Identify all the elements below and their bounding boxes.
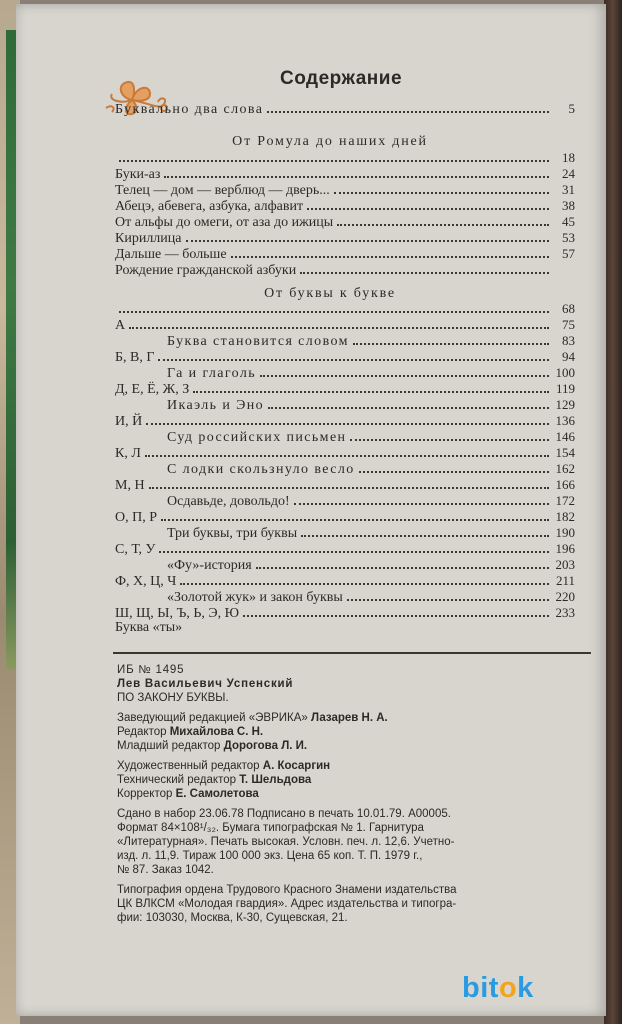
toc-entry-page: 182 [555, 509, 575, 524]
page-title: Содержание [279, 68, 403, 89]
toc-entry-page: 53 [562, 230, 575, 245]
imprint-staff-row [117, 759, 587, 773]
staff-name: Е. Самолетова [175, 788, 259, 800]
leader-dots [350, 428, 549, 441]
toc-entry-page: 68 [562, 301, 575, 316]
leader-dots [161, 508, 549, 521]
toc-entry [115, 476, 575, 492]
watermark-part: bit [462, 972, 499, 1004]
toc-entry-page: 119 [555, 381, 575, 396]
imprint-spec-line: № 87. Заказ 1042. [117, 864, 214, 876]
toc-entry-page: 136 [555, 413, 575, 428]
toc-entry-page: 75 [562, 317, 575, 332]
watermark-part: k [517, 972, 534, 1004]
toc-entry [115, 316, 575, 332]
toc-entry-text: Икаэль и Эно [167, 398, 265, 413]
leader-dots [146, 412, 549, 425]
divider-rule [113, 652, 591, 654]
toc-entry-page: 233 [555, 605, 575, 620]
book-cover-edge [6, 30, 16, 670]
toc-entry-page: 24 [562, 166, 575, 181]
leader-dots [334, 181, 549, 194]
toc-entry-page: 100 [555, 365, 575, 380]
staff-role: Заведующий редакцией «ЭВРИКА» [117, 712, 308, 724]
leader-dots [267, 100, 549, 113]
leader-dots [119, 149, 549, 162]
toc-entry-page: 190 [555, 525, 575, 540]
leader-dots [149, 476, 549, 489]
leader-dots [260, 364, 549, 377]
toc-entry [115, 492, 575, 508]
toc-entry [115, 556, 575, 572]
toc-entry [115, 261, 575, 277]
leader-dots [294, 492, 549, 505]
toc-entry [115, 213, 575, 229]
toc-entry-text: Б, В, Г [115, 350, 155, 365]
toc-entry [115, 348, 575, 364]
imprint-staff-row [117, 739, 587, 753]
toc-entry-page: 129 [555, 397, 575, 412]
imprint-printer-line: ЦК ВЛКСМ «Молодая гвардия». Адрес издательства и типогра- [117, 898, 457, 910]
leader-dots [243, 604, 549, 617]
toc-entry-page: 94 [562, 349, 575, 364]
toc-entry [115, 181, 575, 197]
toc-entry-page: 220 [555, 589, 575, 604]
toc-entry-page: 154 [555, 445, 575, 460]
toc-intro [115, 100, 575, 116]
toc-entry-page: 45 [562, 214, 575, 229]
toc-entry [115, 460, 575, 476]
leader-dots [359, 460, 549, 473]
toc-entry-text: Ф, Х, Ц, Ч [115, 574, 177, 589]
toc-entry-text: А [115, 318, 126, 333]
toc-entry [115, 540, 575, 556]
toc-entry-page: 31 [562, 182, 575, 197]
toc-entry [115, 197, 575, 213]
staff-role: Технический редактор [117, 774, 236, 786]
toc-entry-text: Га и глаголь [167, 366, 257, 381]
leader-dots [353, 332, 549, 345]
toc-entry-text: М, Н [115, 478, 145, 493]
leader-dots [300, 261, 549, 274]
toc-entry-text: «Фу»-история [167, 558, 252, 573]
section-heading-2: От буквы к букве [264, 286, 396, 301]
toc-entry-page: 196 [555, 541, 575, 556]
imprint-printer-line: фии: 103030, Москва, К-30, Сущевская, 21. [117, 912, 348, 924]
leader-dots [180, 572, 549, 585]
toc-entry [115, 149, 575, 165]
imprint-book-title: ПО ЗАКОНУ БУКВЫ. [117, 692, 229, 704]
toc-entry-text: Д, Е, Ё, Ж, З [115, 382, 190, 397]
imprint-staff-row [117, 773, 587, 787]
staff-role: Младший редактор [117, 740, 221, 752]
toc-entry [115, 300, 575, 316]
toc-entry [115, 428, 575, 444]
toc-entry-page: 203 [555, 557, 575, 572]
imprint-ib: ИБ № 1495 [117, 664, 185, 676]
toc-entry-text: С, Т, У [115, 542, 156, 557]
toc-entry-text: Буки-аз [115, 167, 161, 182]
toc-entry-page: 166 [555, 477, 575, 492]
toc-entry-text: Абецэ, абевега, азбука, алфавит [115, 199, 304, 214]
staff-role: Корректор [117, 788, 173, 800]
toc-entry [115, 396, 575, 412]
toc-entry-page: 162 [555, 461, 575, 476]
toc-entry-text: Телец — дом — верблюд — дверь... [115, 183, 330, 198]
toc-entry-text: С лодки скользнуло весло [167, 462, 355, 477]
toc-entry-text: Три буквы, три буквы [167, 526, 298, 541]
toc-entry-page: 146 [555, 429, 575, 444]
leader-dots [256, 556, 549, 569]
leader-dots [164, 165, 549, 178]
leader-dots [158, 348, 549, 361]
toc-entry-page: 172 [555, 493, 575, 508]
staff-role: Редактор [117, 726, 167, 738]
imprint-spec-line: Формат 84×108¹/₃₂. Бумага типографская № 1. Гарнитура [117, 822, 424, 834]
toc-entry [115, 572, 575, 588]
toc-entry-page: 5 [568, 101, 575, 116]
toc-entry-text: Рождение гражданской азбуки [115, 263, 297, 278]
leader-dots [119, 300, 549, 313]
toc-entry [115, 332, 575, 348]
toc-entry-text: Суд российских письмен [167, 430, 347, 445]
toc-entry-text: Буква «ты» [115, 620, 183, 635]
imprint-staff-row [117, 725, 587, 739]
section-heading-1: От Ромула до наших дней [232, 134, 428, 149]
leader-dots [145, 444, 549, 457]
imprint-staff-row [117, 711, 587, 725]
imprint-staff-row [117, 787, 587, 801]
leader-dots [231, 245, 549, 258]
toc-entry-text: «Золотой жук» и закон буквы [167, 590, 343, 605]
leader-dots [337, 213, 549, 226]
staff-name: Лазарев Н. А. [311, 712, 388, 724]
toc-entry-text: Осдавьде, довольдо! [167, 494, 290, 509]
staff-name: Дорогова Л. И. [223, 740, 308, 752]
toc-entry [115, 364, 575, 380]
toc-entry [115, 380, 575, 396]
toc-entry [115, 229, 575, 245]
leader-dots [268, 396, 549, 409]
imprint-spec-line: изд. л. 11,9. Тираж 100 000 экз. Цена 65 коп. Т. П. 1979 г., [117, 850, 423, 862]
toc-entry [115, 245, 575, 261]
imprint-spec-line: «Литературная». Печать высокая. Условн. печ. л. 12,6. Учетно- [117, 836, 455, 848]
toc-entry-text: О, П, Р [115, 510, 158, 525]
toc-entry-page: 83 [562, 333, 575, 348]
toc-entry [115, 588, 575, 604]
watermark-part: o [498, 972, 518, 1004]
toc-entry [115, 444, 575, 460]
toc-entry-page: 211 [555, 573, 575, 588]
staff-name: А. Косаргин [262, 760, 331, 772]
toc-entry [115, 412, 575, 428]
leader-dots [301, 524, 549, 537]
imprint-author [117, 677, 587, 691]
staff-name: Т. Шельдова [239, 774, 312, 786]
leader-dots [129, 316, 549, 329]
staff-role: Художественный редактор [117, 760, 260, 772]
leader-dots [193, 380, 549, 393]
toc-entry [115, 165, 575, 181]
book-spine-shadow [604, 0, 622, 1024]
toc-entry [115, 508, 575, 524]
author-name: Лев Васильевич Успенский [117, 678, 294, 690]
leader-dots [186, 229, 550, 242]
toc-entry-text: К, Л [115, 446, 141, 461]
toc-entry-text: Кириллица [115, 231, 182, 246]
leader-dots [347, 588, 549, 601]
toc-entry [115, 620, 575, 636]
leader-dots [159, 540, 549, 553]
toc-entry-text: Буква становится словом [167, 334, 349, 349]
leader-dots [307, 197, 549, 210]
toc-entry [115, 604, 575, 620]
toc-entry-page: 18 [562, 150, 575, 165]
toc-entry-page: 57 [562, 246, 575, 261]
toc-entry-text: И, Й [115, 414, 143, 429]
toc-entry-text: Дальше — больше [115, 247, 227, 262]
leader-dots [186, 620, 549, 631]
toc-entry-page: 38 [562, 198, 575, 213]
toc-entry-text: Ш, Щ, Ы, Ъ, Ь, Э, Ю [115, 606, 240, 621]
toc-entry [115, 524, 575, 540]
toc-entry-text: От альфы до омеги, от аза до ижицы [115, 215, 334, 230]
staff-name: Михайлова С. Н. [169, 726, 264, 738]
watermark-logo [462, 972, 612, 1012]
imprint-spec-line: Сдано в набор 23.06.78 Подписано в печать 10.01.79. А00005. [117, 808, 451, 820]
toc-entry-text: Буквально два слова [115, 102, 264, 117]
imprint-printer-line: Типография ордена Трудового Красного Знамени издательства [117, 884, 457, 896]
